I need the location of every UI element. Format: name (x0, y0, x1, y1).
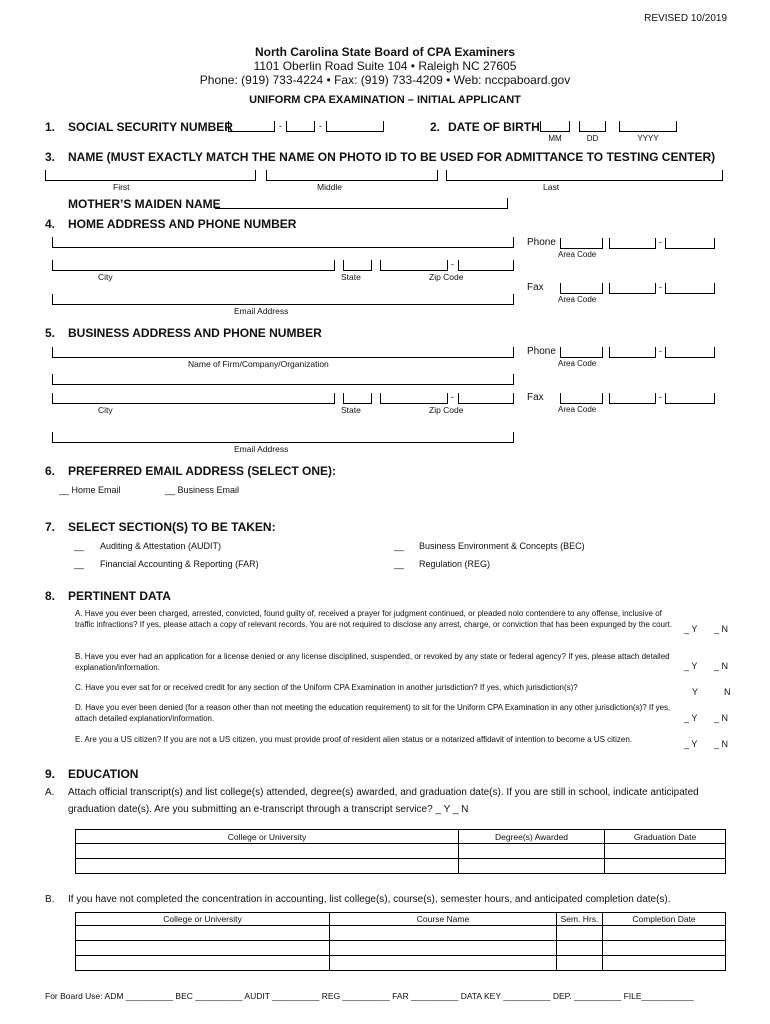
question-b-no[interactable]: _ N (714, 661, 729, 671)
name-label: NAME (MUST EXACTLY MATCH THE NAME ON PHOTO ID TO BE USED FOR ADMITTANCE TO TESTING CENTER) (68, 150, 716, 164)
table-cell[interactable] (459, 859, 605, 874)
middle-name-field[interactable] (266, 170, 438, 181)
home-city-label: City (98, 272, 113, 282)
question-d-no[interactable]: _ N (714, 713, 729, 723)
business-city-field[interactable] (52, 393, 335, 404)
home-fax-area-code: Area Code (558, 295, 597, 304)
table-cell[interactable] (557, 926, 603, 941)
table-b-header-college: College or University (76, 913, 330, 926)
s1-num: 1. (45, 120, 56, 134)
education-a-num: A. (45, 787, 55, 798)
s9-num: 9. (45, 767, 56, 781)
board-use-footer: For Board Use: ADM __________ BEC __________ AUDIT __________ REG __________ FAR __________ DATA KEY __________ DEP. __________ FILE___________ (45, 991, 694, 1001)
home-phone-label: Phone (527, 237, 556, 248)
s8-num: 8. (45, 589, 56, 603)
form-title: UNIFORM CPA EXAMINATION – INITIAL APPLICANT (249, 94, 521, 106)
org-address: 1101 Oberlin Road Suite 104 • Raleigh NC 27605 (253, 59, 517, 73)
education-table-b (75, 912, 726, 971)
maiden-label: MOTHER’S MAIDEN NAME (68, 197, 221, 211)
table-a-header-degree: Degree(s) Awarded (459, 830, 605, 844)
table-cell[interactable] (76, 859, 459, 874)
question-c-no[interactable]: N (724, 687, 731, 697)
question-e-no[interactable]: _ N (714, 739, 729, 749)
education-table-a (75, 829, 726, 874)
business-zip-label: Zip Code (429, 405, 464, 415)
audit-label: Auditing & Attestation (AUDIT) (100, 541, 222, 551)
home-email-label: Email Address (234, 306, 289, 316)
table-cell[interactable] (76, 941, 330, 956)
last-name-field[interactable] (446, 170, 723, 181)
table-cell[interactable] (330, 926, 557, 941)
business-address-label: BUSINESS ADDRESS AND PHONE NUMBER (68, 326, 322, 340)
table-cell[interactable] (76, 926, 330, 941)
question-e: E. Are you a US citizen? If you are not a US citizen, you must provide proof of resident alien status or a notarized affidavit of intention to become a US citizen. (75, 735, 633, 744)
table-b-header-course: Course Name (330, 913, 557, 926)
table-b-header-hours: Sem. Hrs. (557, 913, 603, 926)
first-label: First (113, 182, 130, 192)
table-row (76, 926, 726, 941)
last-label: Last (543, 182, 560, 192)
yyyy-label: YYYY (637, 134, 659, 143)
education-b-num: B. (45, 894, 55, 905)
mm-label: MM (548, 134, 562, 143)
reg-label: Regulation (REG) (419, 559, 491, 569)
org-name: North Carolina State Board of CPA Examiners (254, 45, 516, 59)
bec-label: Business Environment & Concepts (BEC) (419, 541, 585, 551)
table-row (76, 844, 726, 859)
revised-date: REVISED 10/2019 (644, 13, 727, 24)
table-cell[interactable] (603, 956, 726, 971)
table-row (76, 956, 726, 971)
s5-num: 5. (45, 326, 56, 340)
question-b: B. Have you ever had an application for a license denied or any license disciplined, suspended, or revoked by any state or federal agency? If yes, please attach detailed explanation/information. (75, 652, 670, 672)
table-b-header-date: Completion Date (603, 913, 726, 926)
org-contact: Phone: (919) 733-4224 • Fax: (919) 733-4209 • Web: nccpaboard.gov (199, 73, 571, 87)
s3-num: 3. (45, 150, 56, 164)
table-cell[interactable] (330, 941, 557, 956)
dob-label: DATE OF BIRTH (448, 120, 540, 134)
home-state-label: State (341, 272, 361, 282)
table-a-header-date: Graduation Date (605, 830, 726, 844)
question-a: A. Have you ever been charged, arrested, convicted, found guilty of, received a prayer for judgment continued, or pleaded nolo contendere to any offense, inclusive of traffic infractions? If yes, please attach a copy of relevant records. You are not required to disclose any arrest, charge, or conviction that has been expunged by the court. (75, 609, 673, 629)
firm-name-label: Name of Firm/Company/Organization (188, 359, 329, 369)
education-b-line: If you have not completed the concentration in accounting, list college(s), course(s), semester hours, and anticipated completion date(s). (68, 894, 671, 905)
table-row (76, 941, 726, 956)
question-e-yes[interactable]: _ Y (684, 739, 698, 749)
business-email-field[interactable] (52, 432, 514, 443)
far-label: Financial Accounting & Reporting (FAR) (100, 559, 259, 569)
education-a-line2: graduation date(s). Are you submitting an e-transcript through a transcript service? _ Y _ N (68, 804, 469, 815)
table-a-header-college: College or University (76, 830, 459, 844)
home-email-field[interactable] (52, 294, 514, 305)
maiden-name-field[interactable] (215, 198, 508, 209)
home-fax-label: Fax (527, 282, 544, 293)
firm-name-field[interactable] (52, 347, 514, 358)
question-d-yes[interactable]: _ Y (684, 713, 698, 723)
first-name-field[interactable] (45, 170, 256, 181)
question-b-yes[interactable]: _ Y (684, 661, 698, 671)
audit-checkbox[interactable]: __ (74, 541, 85, 551)
table-cell[interactable] (459, 844, 605, 859)
home-street-field[interactable] (52, 237, 514, 248)
education-a-line1: Attach official transcript(s) and list college(s) attended, degree(s) awarded, and graduation date(s). If you are still in school, indicate anticipated (68, 787, 699, 798)
sections-label: SELECT SECTION(S) TO BE TAKEN: (68, 520, 276, 534)
home-city-field[interactable] (52, 260, 335, 271)
table-cell[interactable] (76, 844, 459, 859)
question-c: C. Have you ever sat for or received credit for any section of the Uniform CPA Examination in another jurisdiction? If yes, which jurisdiction(s)? (75, 683, 578, 692)
business-fax-area-code: Area Code (558, 405, 597, 414)
business-phone-label: Phone (527, 346, 556, 357)
s2-num: 2. (430, 120, 441, 134)
table-cell[interactable] (557, 941, 603, 956)
question-a-no[interactable]: _ N (714, 624, 729, 634)
home-email-option[interactable]: __ Home Email (59, 485, 121, 495)
pertinent-data-label: PERTINENT DATA (68, 589, 171, 603)
bec-checkbox[interactable]: __ (394, 541, 405, 551)
table-cell[interactable] (603, 926, 726, 941)
business-phone-area-code: Area Code (558, 359, 597, 368)
business-state-field[interactable] (343, 393, 372, 404)
table-cell[interactable] (605, 844, 726, 859)
business-street-field[interactable] (52, 374, 514, 385)
table-cell[interactable] (605, 859, 726, 874)
question-c-yes[interactable]: Y (692, 687, 699, 697)
home-address-label: HOME ADDRESS AND PHONE NUMBER (68, 217, 297, 231)
business-state-label: State (341, 405, 361, 415)
business-email-label: Email Address (234, 444, 289, 454)
preferred-email-label: PREFERRED EMAIL ADDRESS (SELECT ONE): (68, 464, 337, 478)
s7-num: 7. (45, 520, 56, 534)
home-zip-label: Zip Code (429, 272, 464, 282)
education-label: EDUCATION (68, 767, 139, 781)
s4-num: 4. (45, 217, 56, 231)
table-cell[interactable] (603, 941, 726, 956)
home-phone-area-code: Area Code (558, 250, 597, 259)
s6-num: 6. (45, 464, 56, 478)
middle-label: Middle (317, 182, 343, 192)
dd-label: DD (586, 134, 599, 143)
business-fax-label: Fax (527, 392, 544, 403)
table-cell[interactable] (76, 956, 330, 971)
home-state-field[interactable] (343, 260, 372, 271)
question-d: D. Have you ever been denied (for a reason other than not meeting the education requirement) to sit for the Uniform CPA Examination in any other jurisdiction(s)? If yes, attach detailed explanation/information. (75, 703, 671, 723)
table-cell[interactable] (557, 956, 603, 971)
question-a-yes[interactable]: _ Y (684, 624, 698, 634)
business-email-option[interactable]: __ Business Email (165, 485, 240, 495)
ssn-label: SOCIAL SECURITY NUMBER (68, 120, 233, 134)
table-row (76, 859, 726, 874)
business-city-label: City (98, 405, 113, 415)
reg-checkbox[interactable]: __ (394, 559, 405, 569)
far-checkbox[interactable]: __ (74, 559, 85, 569)
table-cell[interactable] (330, 956, 557, 971)
